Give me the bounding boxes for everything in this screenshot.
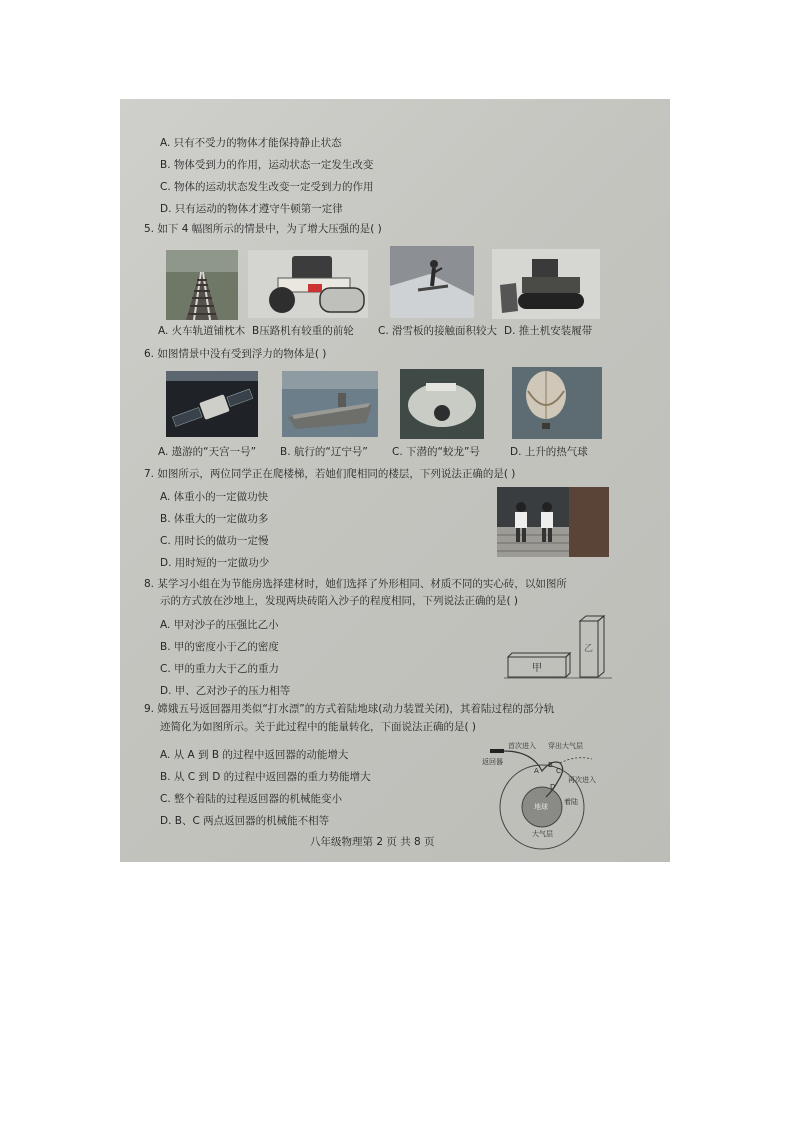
q8-option-d: D. 甲、乙对沙子的压力相等	[160, 685, 291, 697]
q6-stem: 6. 如图情景中没有受到浮力的物体是( )	[144, 348, 327, 360]
students-climbing-stairs-photo	[497, 487, 609, 557]
q8-stem-line1: 8. 某学习小组在为节能房选择建材时，她们选择了外形相同、材质不同的实心砖，以如图所	[144, 578, 567, 590]
q8-option-a: A. 甲对沙子的压强比乙小	[160, 619, 279, 631]
point-b: B	[548, 761, 553, 769]
q9-option-a: A. 从 A 到 B 的过程中返回器的动能增大	[160, 749, 349, 761]
q9-stem-line1: 9. 嫦娥五号返回器用类似“打水漂”的方式着陆地球(动力装置关闭)，其着陆过程的部分轨	[144, 703, 555, 715]
q5-stem: 5. 如下 4 幅图所示的情景中，为了增大压强的是( )	[144, 223, 382, 235]
q4-option-a: A. 只有不受力的物体才能保持静止状态	[160, 137, 342, 149]
q5-caption-d: D. 推土机安装履带	[504, 325, 593, 337]
point-c: C	[556, 767, 561, 775]
q7-option-d: D. 用时短的一定做功少	[160, 557, 270, 569]
q9-option-b: B. 从 C 到 D 的过程中返回器的重力势能增大	[160, 771, 371, 783]
label-exit-atmosphere: 穿出大气层	[548, 742, 583, 750]
q7-option-c: C. 用时长的做功一定慢	[160, 535, 269, 547]
q8-option-b: B. 甲的密度小于乙的密度	[160, 641, 279, 653]
q7-option-b: B. 体重大的一定做功多	[160, 513, 269, 525]
label-reentry: 再次进入	[568, 776, 596, 784]
q8-stem-line2: 示的方式放在沙地上，发现两块砖陷入沙子的程度相同，下列说法正确的是( )	[160, 595, 519, 607]
q4-option-d: D. 只有运动的物体才遵守牛顿第一定律	[160, 203, 343, 215]
q7-option-a: A. 体重小的一定做功快	[160, 491, 269, 503]
reentry-trajectory-diagram	[480, 741, 616, 851]
q9-option-c: C. 整个着陆的过程返回器的机械能变小	[160, 793, 343, 805]
snowboard-photo	[390, 246, 474, 318]
q6-caption-a: A. 遨游的“天宫一号”	[158, 446, 257, 458]
q9-stem-line2: 迹简化为如图所示。关于此过程中的能量转化，下面说法正确的是( )	[160, 721, 477, 733]
brick-a-label: 甲	[532, 663, 542, 674]
bricks-diagram	[504, 611, 614, 693]
label-earth: 地球	[534, 803, 548, 811]
label-atmosphere: 大气层	[532, 830, 553, 838]
road-roller-photo	[248, 250, 368, 318]
brick-b-label: 乙	[584, 644, 594, 654]
label-returner: 返回器	[482, 758, 503, 766]
q7-stem: 7. 如图所示，两位同学正在爬楼梯，若她们爬相同的楼层，下列说法正确的是( )	[144, 468, 516, 480]
q4-option-b: B. 物体受到力的作用，运动状态一定发生改变	[160, 159, 374, 171]
q5-caption-b: B压路机有较重的前轮	[252, 325, 354, 337]
q6-caption-c: C. 下潜的“蛟龙”号	[392, 446, 480, 458]
q5-caption-c: C. 滑雪板的接触面积较大	[378, 325, 498, 337]
label-landing: 着陆	[564, 798, 578, 806]
bulldozer-photo	[492, 249, 600, 319]
q4-option-c: C. 物体的运动状态发生改变一定受到力的作用	[160, 181, 374, 193]
q9-option-d: D. B、C 两点返回器的机械能不相等	[160, 815, 330, 827]
page-footer: 八年级物理第 2 页 共 8 页	[310, 836, 435, 848]
label-first-entry: 首次进入	[508, 742, 536, 750]
point-d: D	[550, 783, 556, 791]
railway-sleepers-photo	[166, 250, 238, 320]
point-a: A	[534, 767, 539, 775]
q8-option-c: C. 甲的重力大于乙的重力	[160, 663, 280, 675]
q6-caption-d: D. 上升的热气球	[510, 446, 588, 458]
liaoning-carrier-photo	[282, 371, 378, 437]
exam-page-photo	[120, 99, 670, 862]
tiangong-space-station-photo	[166, 371, 258, 437]
q5-caption-a: A. 火车轨道铺枕木	[158, 325, 246, 337]
q6-caption-b: B. 航行的“辽宁号”	[280, 446, 368, 458]
jiaolong-submersible-photo	[400, 369, 484, 439]
hot-air-balloon-photo	[512, 367, 602, 439]
